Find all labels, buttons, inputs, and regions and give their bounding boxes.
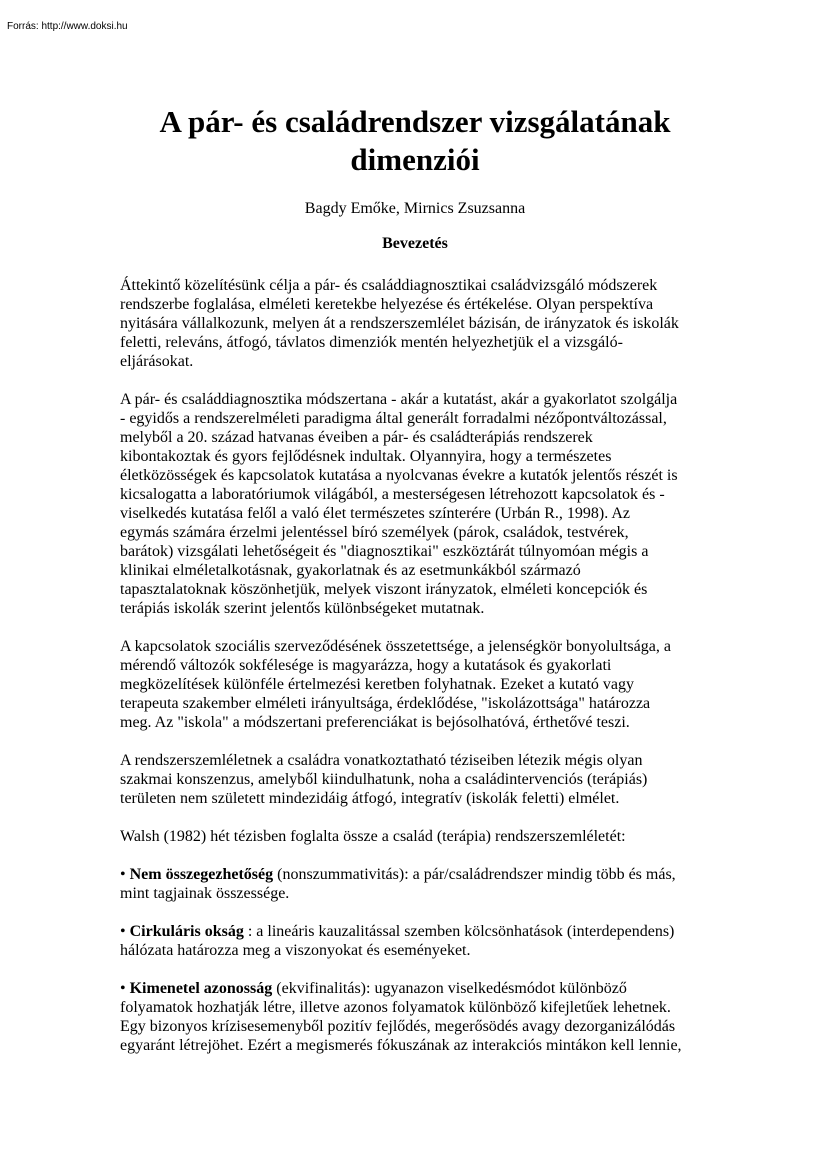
bullet-marker: • (120, 866, 126, 883)
text-line: - egyidős a rendszerelméleti paradigma által generált forradalmi nézőpontváltozással, (120, 410, 667, 427)
text-line: A kapcsolatok szociális szerveződésének összetettsége, a jelenségkör bonyolultsága, a (120, 638, 671, 655)
text-line: egyaránt létrejöhet. Ezért a megismerés fókuszának az interakciós mintákon kell lennie, (120, 1037, 682, 1054)
bullet-term: Nem összegezhetőség (129, 866, 274, 883)
bullet-marker: • (120, 980, 126, 997)
text-line: A pár- és családdiagnosztika módszertana - akár a kutatást, akár a gyakorlatot szolgálja (120, 391, 678, 408)
text-line (120, 865, 710, 884)
text-line: nyitására vállalkozunk, melyen át a rendszerszemlélet bázisán, de irányzatok és iskolák (120, 315, 679, 332)
text-line: egymás számára érzelmi jelentéssel bíró személyek (párok, családok, testvérek, (120, 524, 629, 541)
text-line: Egy bizonyos krízisesemenyből pozitív fejlődés, megerősödés avagy dezorganizálódás (120, 1018, 676, 1035)
paragraph (120, 827, 710, 846)
text-line: rendszerbe foglalása, elméleti keretekbe helyezése és értékelése. Olyan perspektíva (120, 296, 654, 313)
text-line: mérendő változók sokfélesége is magyarázza, hogy a kutatások és gyakorlati (120, 657, 612, 674)
paragraph (120, 390, 710, 618)
title-line: dimenziói (350, 142, 480, 177)
bullet-text: (ekvifinalitás): ugyanazon viselkedésmódot különböző (272, 980, 627, 997)
section-heading: Bevezetés (382, 235, 448, 252)
text-line: megközelítések különféle értelmezési keretben folyhatnak. Ezeket a kutató vagy (120, 676, 634, 693)
text-line (120, 979, 710, 998)
text-line: melyből a 20. század hatvanas éveiben a pár- és családterápiás rendszerek (120, 429, 593, 446)
text-line: folyamatok hozhatják létre, illetve azonos folyamatok különböző kifejletűek lehetnek. (120, 999, 671, 1016)
text-line: életközösségek és kapcsolatok kutatása a nyolcvanas évekre a kutatók jelentős részét is (120, 467, 678, 484)
paragraph (120, 751, 710, 808)
body-text (120, 276, 710, 1074)
bullet-text: : a lineáris kauzalitással szemben kölcsönhatások (interdependens) (243, 923, 675, 940)
document-title (120, 103, 710, 179)
paragraph (120, 637, 710, 732)
source-note: Forrás: http://www.doksi.hu (7, 21, 128, 32)
bullet-term: Cirkuláris okság (129, 923, 244, 940)
text-line: A rendszerszemléletnek a családra vonatkoztatható téziseiben létezik mégis olyan (120, 752, 643, 769)
text-line: eljárásokat. (120, 353, 194, 370)
title-line: A pár- és családrendszer vizsgálatának (159, 104, 671, 139)
text-line: klinikai elméletalkotásnak, gyakorlatnak és az esetmunkákból származó (120, 562, 581, 579)
text-line: barátok) vizsgálati lehetőségeit és "diagnosztikai" eszköztárát túlnyomóan mégis a (120, 543, 649, 560)
text-line: területen nem született mindezidáig átfogó, integratív (iskolák feletti) elmélet. (120, 790, 620, 807)
bullet-term: Kimenetel azonosság (129, 980, 273, 997)
authors: Bagdy Emőke, Mirnics Zsuzsanna (304, 200, 526, 217)
text-line: kibontakoztak és gyors fejlődésnek indultak. Olyannyira, hogy a természetes (120, 448, 612, 465)
bullet-marker: • (120, 923, 126, 940)
text-line: tapasztalatoknak köszönhetjük, melyek viszont irányzatok, elméleti koncepciók és (120, 581, 648, 598)
text-line (120, 922, 710, 941)
text-line: kicsalogatta a laboratóriumok világából, a mesterségesen létrehozott kapcsolatok és - (120, 486, 665, 503)
text-line: szakmai konszenzus, amelyből kiindulhatunk, noha a családintervenciós (terápiás) (120, 771, 648, 788)
bullet-item (120, 979, 710, 1055)
bullet-text: (nonszummativitás): a pár/családrendszer mindig több és más, (273, 866, 676, 883)
text-line: mint tagjainak összessége. (120, 885, 290, 902)
text-line: hálózata határozza meg a viszonyokat és eseményeket. (120, 942, 471, 959)
text-line: meg. Az "iskola" a módszertani preferenciákat is bejósolhatóvá, érthetővé teszi. (120, 714, 630, 731)
text-line: terápiás iskolák szerint jelentős különbségeket mutatnak. (120, 600, 485, 617)
paragraph (120, 276, 710, 371)
text-line: Walsh (1982) hét tézisben foglalta össze a család (terápia) rendszerszemléletét: (120, 828, 626, 845)
text-line: viselkedés kutatása felől a való élet természetes színterére (Urbán R., 1998). Az (120, 505, 631, 522)
text-line: Áttekintő közelítésünk célja a pár- és családdiagnosztikai családvizsgáló módszerek (120, 277, 658, 294)
bullet-item (120, 865, 710, 903)
text-line: terapeuta szakember elméleti irányultsága, érdeklődése, "iskolázottsága" határozza (120, 695, 651, 712)
text-line: feletti, releváns, átfogó, távlatos dimenziók mentén helyezhetjük el a vizsgáló- (120, 334, 623, 351)
bullet-item (120, 922, 710, 960)
